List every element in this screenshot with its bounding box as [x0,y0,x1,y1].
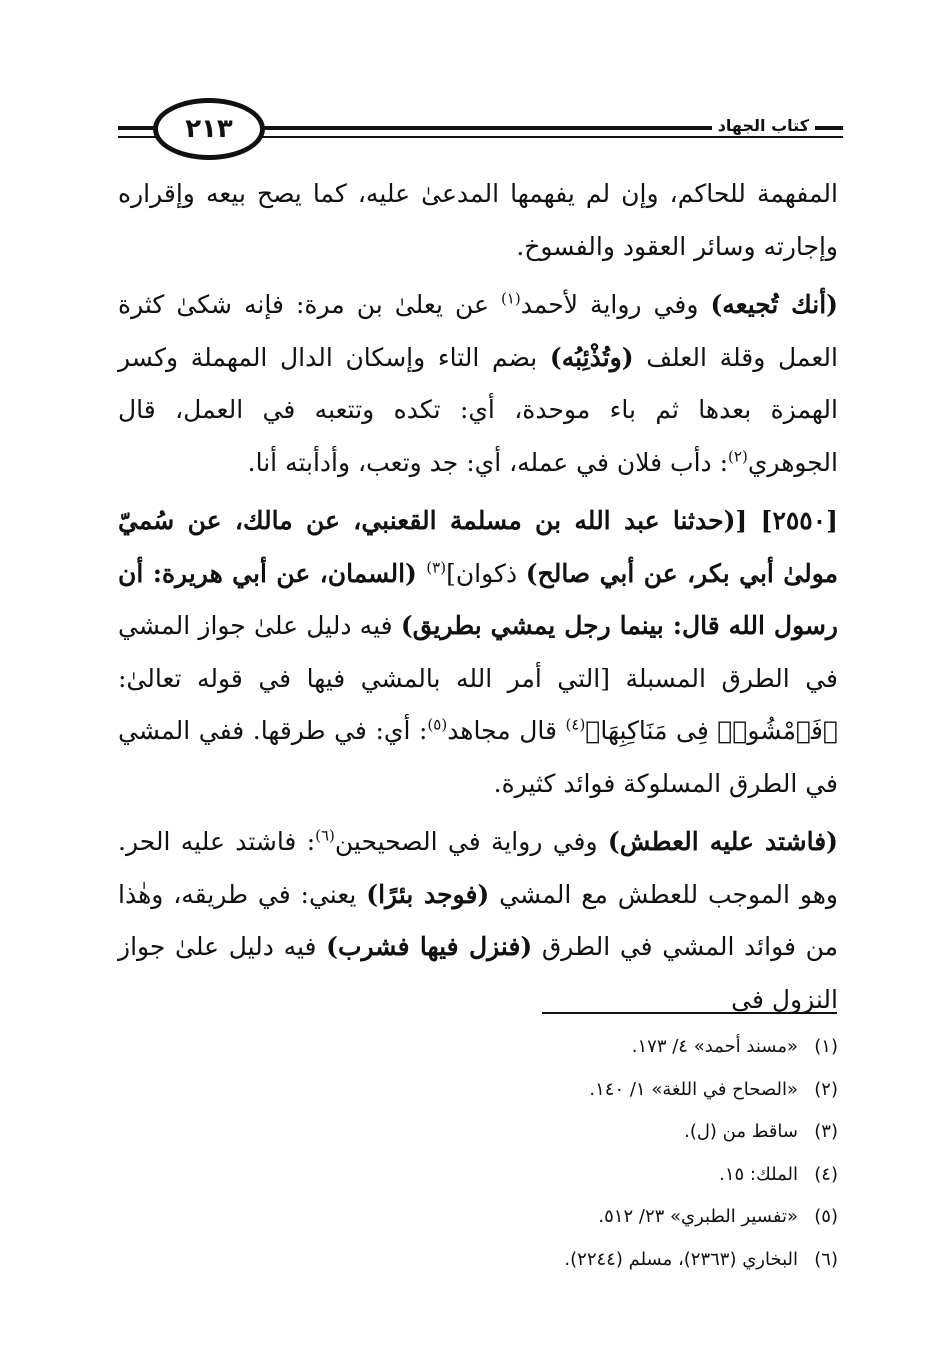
text-run: يعني: في طريقه، وهٰذا من فوائد المشي في الطرق [118,879,838,961]
text-run: وفي رواية لأحمد [520,290,711,319]
text-run: بضم التاء وإسكان الدال المهملة وكسر الهمزة بعدها ثم باء موحدة، أي: تكده وتتعبه في العمل، قال الجوهري [118,342,838,477]
footnotes [238,1026,838,1281]
paragraph [118,816,838,1026]
footnote-number: (٢) [814,1078,838,1100]
footnote-text: البخاري (٢٣٦٣)، مسلم (٢٢٤٤). [564,1248,798,1270]
footnote-item [238,1069,838,1112]
text-run: ذكوان] [446,558,526,588]
paragraph [118,279,838,489]
footnote-item [238,1026,838,1069]
footnote-item [238,1111,838,1154]
page-number-badge [153,98,265,160]
footnote-ref: (٣) [426,558,447,577]
text-run: : فاشتد عليه الحر. وهو الموجب للعطش مع المشي [118,827,839,909]
bold-text: (فنزل فيها فشرب) [326,932,533,961]
text-run: المفهمة للحاكم، وإن لم يفهمها المدعىٰ عليه، كما يصح بيعه وإقراره وإجارته وسائر العقود والفسوخ. [118,179,838,261]
text-run: : أي: في طرقها. ففي المشي في الطرق المسلوكة فوائد كثيرة. [118,716,838,798]
running-title: كتاب الجهاد [712,116,815,135]
footnote-text: ساقط من (ل). [684,1121,798,1142]
footnote-ref: (٥) [427,715,448,734]
bold-text: [٢٥٥٠] [(حدثنا عبد الله بن مسلمة القعنبي، عن مالك، عن سُميّ مولىٰ أبي بكر، عن أبي صالح) [118,506,839,588]
text-run: وفي رواية في الصحيحين [334,827,608,856]
footnote-number: (٤) [814,1163,838,1185]
footnote-item [238,1154,838,1197]
paragraph [118,168,838,273]
footnote-number: (٥) [814,1206,838,1227]
text-run: فيه دليل علىٰ جواز المشي في الطرق المسبلة [التي أمر الله بالمشي فيها في قوله تعالىٰ: ﴿فَٱمْشُوا۟ فِى مَنَاكِبِهَا﴾ [118,611,838,745]
footnote-ref: (٢) [728,447,748,466]
footnote-text: الملك: ١٥. [719,1163,798,1185]
footnote-text: «تفسير الطبري» ٢٣/ ٥١٢. [598,1206,798,1227]
main-text [118,168,838,1032]
footnote-item [238,1196,838,1239]
text-run: : دأب فلان في عمله، أي: جد وتعب، وأدأبته أنا. [247,447,729,477]
footnote-number: (٦) [814,1248,838,1270]
footnote-item [238,1239,838,1282]
bold-text: (وتُذْئِبُه) [549,342,634,372]
text-run: قال مجاهد [447,716,566,745]
footnote-text: «الصحاح في اللغة» ١/ ١٤٠. [589,1078,798,1100]
footnote-ref: (٦) [315,826,335,845]
page-number: ٢١٣ [185,114,233,144]
footnote-number: (٣) [814,1121,838,1142]
paragraph [118,495,838,810]
bold-text: (فوجد بئرًا) [366,879,490,909]
bold-text: (أنك تُجيعه) [710,290,838,319]
footnote-separator [542,1012,837,1014]
text-run: عن يعلىٰ بن مرة: فإنه شكىٰ كثرة العمل وقلة العلف [118,290,838,372]
page-header [118,98,843,168]
bold-text: (فاشتد عليه العطش) [607,827,839,856]
footnote-ref: (١) [500,289,521,308]
bold-text: (السمان، عن أبي هريرة: أن رسول الله قال: بينما رجل يمشي بطريق) [118,558,839,640]
footnote-text: «مسند أحمد» ٤/ ١٧٣. [631,1036,798,1057]
footnote-number: (١) [814,1036,838,1057]
footnote-ref: (٤) [565,715,586,734]
text-run: فيه دليل علىٰ جواز النزول في [118,932,838,1014]
